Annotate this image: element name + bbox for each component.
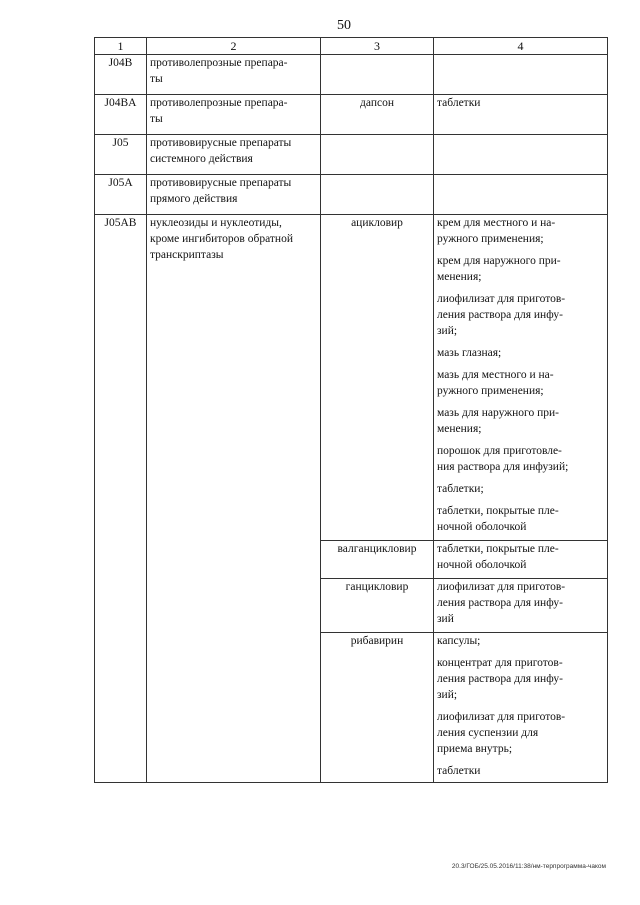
atc-code-text: J04B (108, 57, 133, 69)
dosage-form-item: таблетки, покрытые пле- ночной оболочкой (437, 505, 559, 533)
dosage-forms (434, 215, 608, 541)
dosage-form-item: мазь для местного и на- ружного применения; (437, 369, 554, 397)
column-header: 2 (147, 38, 321, 55)
table-header-row (95, 38, 608, 55)
drug-name (321, 95, 434, 135)
atc-group-name (147, 55, 321, 95)
drug-name (321, 579, 434, 633)
drug-name-text: валганцикловир (337, 543, 417, 555)
column-header: 4 (434, 38, 608, 55)
table-body (95, 55, 608, 783)
drug-name (321, 215, 434, 541)
atc-group-name (147, 175, 321, 215)
atc-group-name (147, 215, 321, 783)
atc-code-text: J05A (108, 177, 133, 189)
atc-code (95, 95, 147, 135)
dosage-forms (434, 55, 608, 95)
drug-name-text: рибавирин (350, 635, 404, 647)
dosage-form-item: лиофилизат для приготов- ления раствора для инфу- зий (437, 581, 566, 625)
atc-group-name (147, 95, 321, 135)
column-header: 1 (95, 38, 147, 55)
table-row (95, 215, 608, 541)
table-row (95, 175, 608, 215)
dosage-form-item: лиофилизат для приготов- ления суспензии для приема внутрь; (437, 711, 566, 755)
dosage-form-item: порошок для приготовле- ния раствора для инфузий; (437, 445, 569, 473)
dosage-forms (434, 175, 608, 215)
dosage-form-item: концентрат для приготов- ления раствора для инфу- зий; (437, 657, 563, 701)
drug-name (321, 55, 434, 95)
dosage-form-item: таблетки (437, 97, 481, 109)
drug-name-text: ацикловир (351, 217, 403, 229)
drug-list-table (94, 37, 608, 783)
page-number: 50 (337, 18, 351, 33)
dosage-form-item: крем для местного и на- ружного применения; (437, 217, 556, 245)
dosage-form-item: мазь для наружного при- менения; (437, 407, 559, 435)
atc-group-name-text: противовирусные препараты системного действия (150, 137, 292, 165)
atc-code-text: J05 (112, 137, 129, 149)
dosage-form-item: капсулы; (437, 635, 481, 647)
dosage-forms (434, 541, 608, 579)
dosage-form-item: таблетки (437, 765, 481, 777)
table-row (95, 55, 608, 95)
dosage-form-item: таблетки; (437, 483, 484, 495)
atc-code-text: J04BA (104, 97, 137, 109)
atc-code (95, 215, 147, 783)
drug-name (321, 135, 434, 175)
drug-name (321, 175, 434, 215)
dosage-form-item: мазь глазная; (437, 347, 502, 359)
table-row (95, 135, 608, 175)
column-header: 3 (321, 38, 434, 55)
dosage-forms (434, 135, 608, 175)
dosage-forms (434, 579, 608, 633)
atc-code (95, 135, 147, 175)
drug-name (321, 541, 434, 579)
atc-group-name-text: противолепрозные препара- ты (150, 97, 288, 125)
atc-code (95, 175, 147, 215)
atc-group-name (147, 135, 321, 175)
atc-code (95, 55, 147, 95)
atc-group-name-text: противовирусные препараты прямого действия (150, 177, 292, 205)
dosage-form-item: таблетки, покрытые пле- ночной оболочкой (437, 543, 559, 571)
dosage-forms (434, 95, 608, 135)
drug-name-text: ганцикловир (345, 581, 409, 593)
footer-note: 20.3/ГОБ/25.05.2016/11:38/нм-терпрограмма-чаком (451, 863, 606, 870)
atc-group-name-text: нуклеозиды и нуклеотиды, кроме ингибиторов обратной транскриптазы (150, 217, 293, 261)
atc-code-text: J05AB (104, 217, 137, 229)
drug-name (321, 633, 434, 783)
drug-name-text: дапсон (360, 97, 394, 109)
dosage-form-item: крем для наружного при- менения; (437, 255, 561, 283)
atc-group-name-text: противолепрозные препара- ты (150, 57, 288, 85)
table-row (95, 95, 608, 135)
dosage-form-item: лиофилизат для приготов- ления раствора для инфу- зий; (437, 293, 566, 337)
dosage-forms (434, 633, 608, 783)
